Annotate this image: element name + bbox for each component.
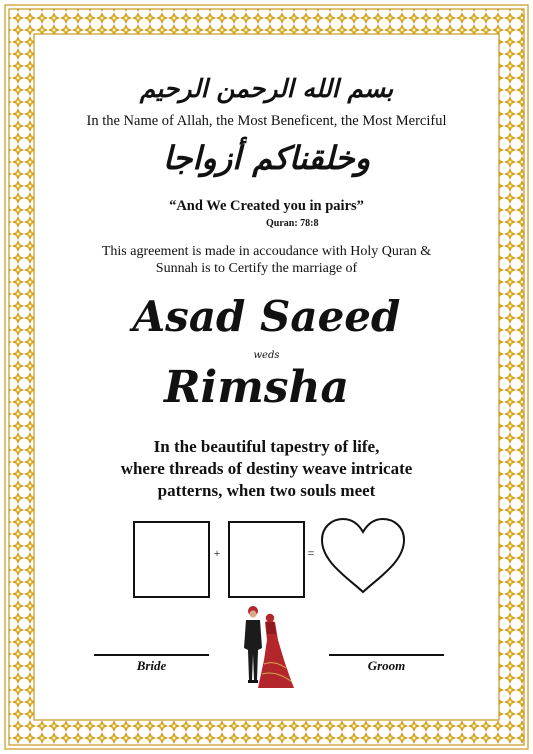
plus-sign: +	[213, 546, 221, 560]
bismillah-translation: In the Name of Allah, the Most Beneficent, the Most Merciful	[86, 113, 447, 129]
quote-line-1: In the beautiful tapestry of life,	[153, 437, 380, 456]
quote-line-3: patterns, when two souls meet	[157, 481, 376, 500]
groom-name: Asad Saeed	[132, 292, 401, 341]
bismillah-calligraphy: بسم الله الرحمن الرحيم	[139, 74, 394, 103]
weds-connector: weds	[253, 350, 280, 361]
agreement-line-2: Sunnah is to Certify the marriage of	[155, 261, 358, 276]
bride-label: Bride	[136, 658, 167, 673]
groom-signature-line	[329, 654, 444, 656]
bride-name: Rimsha	[163, 362, 350, 413]
verse-translation: “And We Created you in pairs”	[169, 198, 364, 214]
bride-signature-line	[94, 654, 209, 656]
quote-line-2: where threads of destiny weave intricate	[120, 459, 413, 478]
equals-sign: =	[307, 546, 315, 560]
heart-icon	[318, 516, 408, 596]
photo-box-right	[228, 521, 305, 598]
agreement-line-1: This agreement is made in accoudance with Holy Quran &	[101, 244, 432, 259]
groom-label: Groom	[367, 658, 406, 673]
photo-box-left	[133, 521, 210, 598]
couple-illustration	[236, 604, 296, 690]
verse-calligraphy: وخلقناكم أزواجا	[162, 139, 371, 177]
verse-reference: Quran: 78:8	[266, 218, 319, 229]
